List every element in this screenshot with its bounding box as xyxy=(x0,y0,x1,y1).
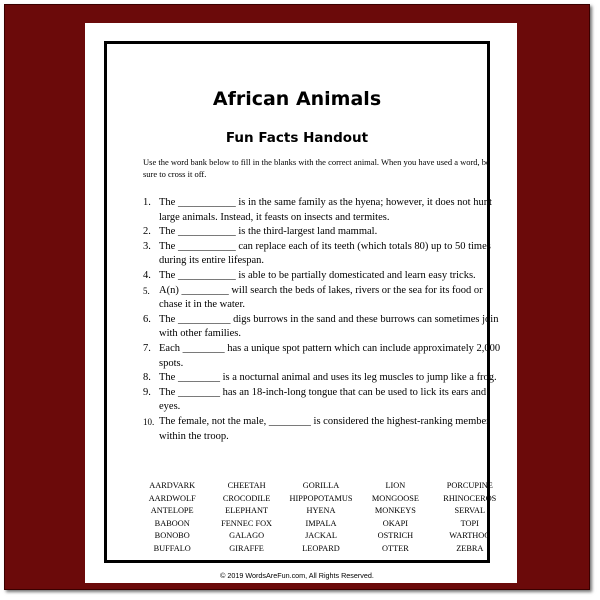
question-number: 3. xyxy=(143,240,151,252)
copyright-notice: © 2019 WordsAreFun.com, All Rights Reserved. xyxy=(220,571,374,580)
word-bank-item: ANTELOPE xyxy=(150,506,194,516)
word-bank-item: CHEETAH xyxy=(227,481,266,490)
page-subtitle: Fun Facts Handout xyxy=(225,130,369,146)
word-bank xyxy=(135,480,507,556)
word-bank-item: GALAGO xyxy=(229,531,265,541)
question-item xyxy=(143,371,503,386)
word-bank-item: RHINOCEROS xyxy=(443,493,497,503)
instructions-text: Use the word bank below to fill in the blanks with the correct animal. When you have used a word, be sure to cross it off. xyxy=(143,157,490,179)
page-border xyxy=(104,41,501,580)
question-item xyxy=(143,196,503,225)
word-bank-item: BONOBO xyxy=(154,531,190,541)
question-item xyxy=(143,269,503,284)
word-bank-item: SERVAL xyxy=(454,506,486,516)
question-text: Each ________ has a unique spot pattern which can include approximately 2,000 spots. xyxy=(159,342,501,369)
question-list xyxy=(143,196,503,444)
word-bank-item: BUFFALO xyxy=(153,543,191,553)
question-item xyxy=(143,386,503,415)
question-item xyxy=(143,225,503,240)
question-item xyxy=(143,284,503,313)
question-number: 7. xyxy=(143,342,151,354)
word-bank-item: MONKEYS xyxy=(374,506,416,516)
word-bank-item: OKAPI xyxy=(382,518,409,528)
question-number: 1. xyxy=(143,197,151,208)
word-bank-item: HIPPOPOTAMUS xyxy=(289,493,353,503)
word-bank-item: GORILLA xyxy=(302,481,340,490)
question-text: The ___________ is able to be partially domesticated and learn easy tricks. xyxy=(159,269,476,281)
word-bank-item: OSTRICH xyxy=(377,531,414,541)
word-bank-item: HYENA xyxy=(306,506,336,516)
question-text: The female, not the male, ________ is considered the highest-ranking member within the troop. xyxy=(159,415,490,442)
question-number: 6. xyxy=(143,313,151,325)
question-text: The ________ has an 18-inch-long tongue that can be used to lick its ears and eyes. xyxy=(159,386,487,413)
word-bank-item: AARDWOLF xyxy=(148,493,196,503)
question-text: The ___________ can replace each of its teeth (which totals 80) up to 50 times during its entire lifespan. xyxy=(159,240,491,267)
word-bank-item: FENNEC FOX xyxy=(221,518,273,528)
question-number: 8. xyxy=(143,372,151,384)
maroon-frame xyxy=(4,4,590,590)
word-bank-item: IMPALA xyxy=(305,518,337,528)
question-number: 5. xyxy=(143,285,150,296)
word-bank-item: AARDVARK xyxy=(149,481,196,490)
word-bank-item: LEOPARD xyxy=(302,543,340,553)
word-bank-item: ZEBRA xyxy=(456,543,484,553)
question-number: 2. xyxy=(143,226,151,238)
word-bank-item: GIRAFFE xyxy=(229,543,264,553)
word-bank-item: BABOON xyxy=(154,518,190,528)
question-item xyxy=(143,415,503,444)
handout-sheet xyxy=(85,23,517,583)
word-bank-item: CROCODILE xyxy=(222,493,271,503)
word-bank-item: JACKAL xyxy=(305,531,337,541)
question-number: 10. xyxy=(143,416,155,427)
question-text: The ___________ is the third-largest land mammal. xyxy=(159,226,378,238)
word-bank-item: PORCUPINE xyxy=(446,481,493,490)
word-bank-item: LION xyxy=(385,481,406,490)
question-number: 4. xyxy=(143,269,151,281)
word-bank-item: WARTHOG xyxy=(449,531,491,541)
question-item xyxy=(143,313,503,342)
question-text: The __________ digs burrows in the sand and these burrows can sometimes join with other families. xyxy=(159,313,499,340)
question-text: The ___________ is in the same family as the hyena; however, it does not hunt large animals. Instead, it feasts on insects and termites. xyxy=(159,197,492,223)
word-bank-item: OTTER xyxy=(382,543,409,553)
question-text: A(n) _________ will search the beds of lakes, rivers or the sea for its food or chase it in the water. xyxy=(159,284,483,311)
word-bank-item: TOPI xyxy=(460,518,479,528)
question-text: The ________ is a nocturnal animal and uses its leg muscles to jump like a frog. xyxy=(159,372,497,384)
question-item xyxy=(143,342,503,371)
question-item xyxy=(143,240,503,269)
word-bank-item: ELEPHANT xyxy=(225,506,269,516)
question-number: 9. xyxy=(143,386,151,398)
word-bank-item: MONGOOSE xyxy=(371,493,419,503)
page-title: African Animals xyxy=(212,88,382,110)
